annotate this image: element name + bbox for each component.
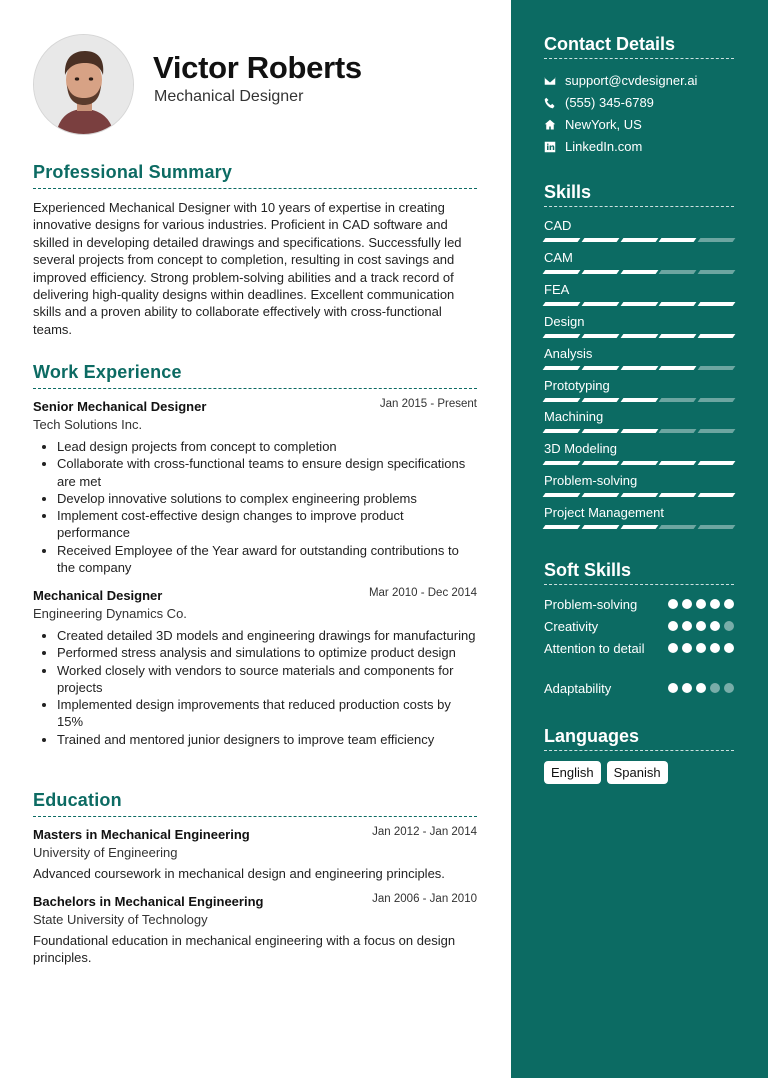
- soft-skill-rating: [668, 643, 734, 653]
- home-icon: [544, 119, 556, 131]
- soft-skills-heading: Soft Skills: [544, 560, 632, 580]
- school-name: University of Engineering: [33, 845, 178, 860]
- skill-item: [544, 505, 734, 529]
- rating-dot: [682, 683, 692, 693]
- location-text: NewYork, US: [565, 117, 642, 132]
- skill-level-bar: [544, 302, 734, 306]
- skill-level-segment: [620, 493, 658, 497]
- skill-level-segment: [698, 461, 736, 465]
- list-item: • Lead design projects from concept to completion: [57, 438, 477, 455]
- skill-level-segment: [620, 334, 658, 338]
- skill-level-segment: [581, 302, 619, 306]
- skill-level-segment: [581, 461, 619, 465]
- rating-dot: [724, 621, 734, 631]
- skill-label: Problem-solving: [544, 473, 638, 489]
- skills-heading: Skills: [544, 182, 592, 202]
- skill-label: 3D Modeling: [544, 441, 617, 457]
- list-item: • Received Employee of the Year award for outstanding contributions to the company: [57, 542, 477, 577]
- skill-level-segment: [620, 302, 658, 306]
- skill-level-segment: [698, 429, 736, 433]
- skill-level-segment: [620, 429, 658, 433]
- skill-level-bar: [544, 429, 734, 433]
- soft-skill-label: Problem-solving: [544, 597, 638, 612]
- education-entry: [33, 893, 477, 967]
- summary-text: Experienced Mechanical Designer with 10 years of expertise in creating innovative designs for various industries. Proficient in CAD software and skilled in developing detailed drawings and specifications. Successfully led several projects from concept to completion, resulting in cost savings and improved efficiency. Strong problem-solving abilities and a track record of delivering high-quality designs within deadlines. Excellent communication skills and a proven ability to collaborate effectively with cross-functional teams.: [33, 200, 462, 337]
- skill-level-segment: [698, 334, 736, 338]
- rating-dot: [668, 643, 678, 653]
- phone-text: (555) 345-6789: [565, 95, 654, 110]
- job-date: Mar 2010 - Dec 2014: [368, 587, 477, 599]
- rating-dot: [724, 643, 734, 653]
- person-name: Victor Roberts: [153, 50, 362, 85]
- rating-dot: [724, 683, 734, 693]
- skill-level-segment: [698, 238, 736, 242]
- contact-linkedin[interactable]: [544, 139, 642, 154]
- soft-skill-item: [544, 618, 734, 636]
- email-text: support@cvdesigner.ai: [565, 73, 698, 88]
- skill-level-segment: [659, 270, 697, 274]
- skill-level-bar: [544, 398, 734, 402]
- job-date: Jan 2015 - Present: [379, 398, 477, 410]
- skill-label: CAD: [544, 218, 572, 233]
- rating-dot: [710, 621, 720, 631]
- skill-level-segment: [581, 429, 619, 433]
- skill-label: Project Management: [544, 505, 664, 521]
- education-heading: Education: [33, 790, 122, 810]
- skill-level-segment: [543, 270, 581, 274]
- soft-skills-divider: [544, 584, 734, 585]
- job-bullets: [33, 627, 477, 748]
- skill-level-segment: [620, 461, 658, 465]
- linkedin-icon: [544, 141, 556, 153]
- skill-item: [544, 346, 734, 370]
- skill-level-segment: [581, 493, 619, 497]
- languages-heading: Languages: [544, 726, 640, 746]
- skill-item: [544, 282, 734, 306]
- language-badge: English: [544, 761, 601, 784]
- list-item: • Collaborate with cross-functional teams to ensure design specifications are met: [57, 455, 477, 490]
- education-divider: [33, 816, 477, 817]
- list-item: • Implement cost-effective design changes to improve product performance: [57, 507, 477, 542]
- portrait-icon: [34, 35, 134, 135]
- soft-skill-label: Adaptability: [544, 681, 612, 696]
- skill-level-bar: [544, 525, 734, 529]
- skill-level-segment: [543, 366, 581, 370]
- skill-item: [544, 250, 734, 274]
- skill-label: CAM: [544, 249, 573, 265]
- soft-skill-rating: [668, 683, 734, 693]
- skill-level-bar: [544, 238, 734, 242]
- skill-level-segment: [659, 398, 697, 402]
- contact-location: [544, 117, 642, 132]
- skill-label: Prototyping: [544, 377, 610, 393]
- languages-list: [544, 761, 668, 784]
- education-description: Advanced coursework in mechanical design and engineering principles.: [33, 866, 445, 881]
- skill-level-segment: [543, 238, 581, 242]
- skill-level-segment: [659, 461, 697, 465]
- school-name: State University of Technology: [33, 912, 208, 927]
- contact-email[interactable]: [544, 73, 697, 88]
- skill-label: FEA: [544, 281, 570, 297]
- job-title: Mechanical Designer: [33, 588, 163, 603]
- person-role: Mechanical Designer: [154, 88, 304, 105]
- skill-label: Analysis: [544, 345, 593, 361]
- list-item: • Develop innovative solutions to complex engineering problems: [57, 490, 477, 507]
- education-description: Foundational education in mechanical engineering with a focus on design principles.: [33, 933, 456, 966]
- education-entry: [33, 826, 477, 882]
- languages-divider: [544, 750, 734, 751]
- skill-item: [544, 314, 734, 338]
- job-title: Senior Mechanical Designer: [33, 399, 207, 414]
- skill-level-segment: [698, 493, 736, 497]
- skill-level-segment: [698, 525, 736, 529]
- skill-level-segment: [543, 302, 581, 306]
- experience-divider: [33, 388, 477, 389]
- skill-level-bar: [544, 461, 734, 465]
- skill-item: [544, 218, 734, 242]
- job-entry: [33, 587, 477, 748]
- education-date: Jan 2006 - Jan 2010: [372, 893, 477, 905]
- skill-level-segment: [659, 238, 697, 242]
- skill-level-segment: [620, 398, 658, 402]
- skill-item: [544, 473, 734, 497]
- degree-title: Bachelors in Mechanical Engineering: [33, 894, 264, 909]
- rating-dot: [668, 683, 678, 693]
- contact-heading: Contact Details: [544, 34, 676, 54]
- summary-heading: Professional Summary: [33, 162, 233, 182]
- skill-level-segment: [543, 334, 581, 338]
- skill-level-segment: [543, 493, 581, 497]
- rating-dot: [696, 621, 706, 631]
- skill-level-segment: [698, 302, 736, 306]
- skill-level-segment: [659, 366, 697, 370]
- skill-level-segment: [659, 334, 697, 338]
- skill-level-segment: [543, 398, 581, 402]
- education-date: Jan 2012 - Jan 2014: [372, 826, 477, 838]
- rating-dot: [668, 599, 678, 609]
- job-entry: [33, 398, 477, 576]
- rating-dot: [710, 599, 720, 609]
- summary-divider: [33, 188, 477, 189]
- skill-label: Design: [544, 313, 585, 329]
- skill-item: [544, 409, 734, 433]
- soft-skill-item: [544, 680, 734, 698]
- skill-level-bar: [544, 270, 734, 274]
- skill-item: [544, 378, 734, 402]
- skill-level-segment: [698, 270, 736, 274]
- skill-level-segment: [659, 302, 697, 306]
- list-item: • Worked closely with vendors to source materials and components for projects: [57, 662, 477, 697]
- soft-skill-rating: [668, 621, 734, 631]
- skill-level-segment: [620, 238, 658, 242]
- rating-dot: [682, 621, 692, 631]
- soft-skill-label: Attention to detail: [544, 641, 645, 656]
- rating-dot: [668, 621, 678, 631]
- list-item: • Implemented design improvements that reduced production costs by 15%: [57, 696, 477, 731]
- list-item: • Performed stress analysis and simulations to optimize product design: [57, 644, 477, 661]
- list-item: • Trained and mentored junior designers to improve team efficiency: [57, 731, 477, 748]
- contact-divider: [544, 58, 734, 59]
- job-bullets: [33, 438, 477, 576]
- skill-level-segment: [659, 429, 697, 433]
- skill-level-bar: [544, 334, 734, 338]
- skill-level-segment: [543, 525, 581, 529]
- skill-level-bar: [544, 366, 734, 370]
- skill-level-segment: [581, 366, 619, 370]
- job-company: Engineering Dynamics Co.: [33, 606, 187, 621]
- skill-level-segment: [659, 493, 697, 497]
- envelope-icon: [544, 75, 556, 87]
- rating-dot: [710, 643, 720, 653]
- experience-heading: Work Experience: [33, 362, 182, 382]
- skill-level-segment: [581, 270, 619, 274]
- soft-skill-item: [544, 596, 734, 614]
- language-badge: Spanish: [607, 761, 668, 784]
- skill-level-segment: [620, 270, 658, 274]
- skill-level-segment: [698, 398, 736, 402]
- rating-dot: [696, 643, 706, 653]
- skill-level-segment: [543, 461, 581, 465]
- phone-icon: [544, 97, 556, 109]
- contact-phone[interactable]: [544, 95, 654, 110]
- list-item: • Created detailed 3D models and engineering drawings for manufacturing: [57, 627, 477, 644]
- skill-level-segment: [543, 429, 581, 433]
- skill-label: Machining: [544, 409, 604, 425]
- skill-level-segment: [698, 366, 736, 370]
- skill-level-segment: [581, 525, 619, 529]
- linkedin-text: LinkedIn.com: [565, 139, 643, 154]
- rating-dot: [710, 683, 720, 693]
- rating-dot: [696, 599, 706, 609]
- soft-skill-label: Creativity: [544, 619, 599, 634]
- skill-level-segment: [620, 366, 658, 370]
- skills-divider: [544, 206, 734, 207]
- rating-dot: [724, 599, 734, 609]
- skill-level-segment: [659, 525, 697, 529]
- soft-skill-item: [544, 640, 734, 658]
- rating-dot: [682, 599, 692, 609]
- avatar: [33, 34, 134, 135]
- rating-dot: [682, 643, 692, 653]
- skill-level-segment: [581, 238, 619, 242]
- skill-level-segment: [581, 334, 619, 338]
- rating-dot: [696, 683, 706, 693]
- job-company: Tech Solutions Inc.: [33, 417, 143, 432]
- soft-skill-rating: [668, 599, 734, 609]
- skill-level-segment: [620, 525, 658, 529]
- skill-item: [544, 441, 734, 465]
- skill-level-bar: [544, 493, 734, 497]
- degree-title: Masters in Mechanical Engineering: [33, 827, 250, 842]
- sidebar: [511, 0, 768, 1078]
- skill-level-segment: [581, 398, 619, 402]
